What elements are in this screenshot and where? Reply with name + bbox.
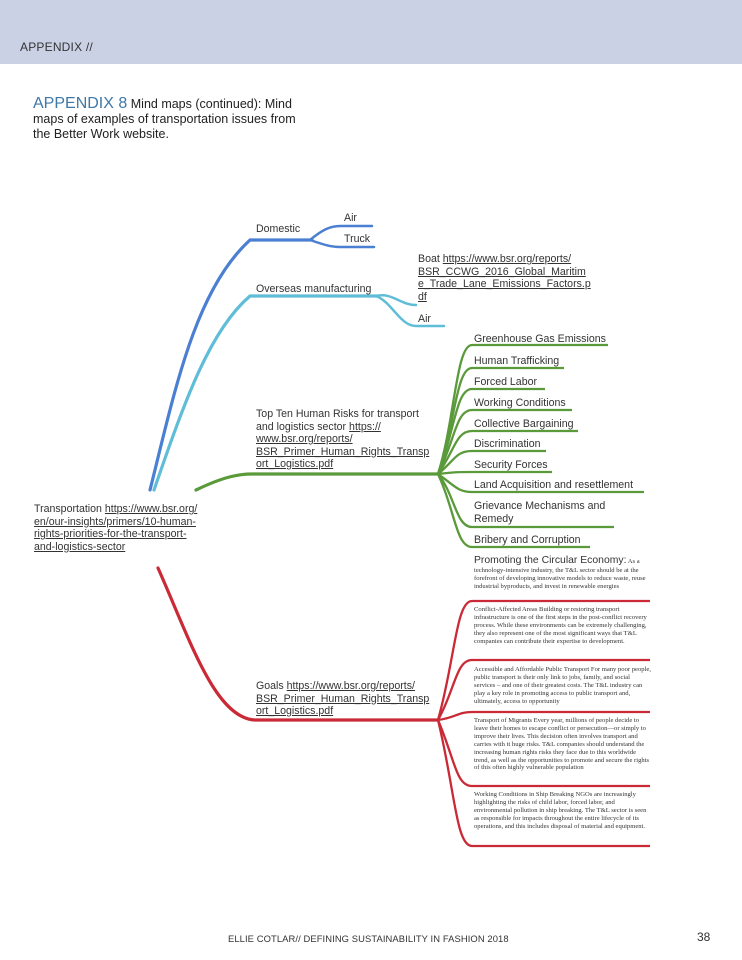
root-link-1[interactable]: https://www.bsr.org/ bbox=[104, 503, 198, 515]
boat-link-4[interactable]: df bbox=[418, 290, 427, 303]
overseas-air: Air bbox=[418, 313, 431, 325]
appendix-subject: Mind maps (continued): bbox=[130, 97, 262, 111]
risk-line-7 bbox=[438, 472, 552, 474]
risk-item: Working Conditions bbox=[474, 397, 566, 409]
boat-link-2[interactable]: BSR_CCWG_2016_Global_Maritim bbox=[418, 265, 586, 278]
root-label: Transportation bbox=[34, 503, 102, 515]
risks-label-line-1: Top Ten Human Risks for transport bbox=[256, 408, 419, 420]
goal-item bbox=[474, 555, 652, 591]
goal-item: Transport of Migrants Every year, millions of people decide to leave their homes to escape conflict or persecution—or simply to improve their lives. This decision often involves transport and carries with it huge risks. T&L companies should understand the increasing human rights risks they face due to this worldwide trend, as well as the opportunities to promote and secure the rights of this often highly vulnerable population bbox=[474, 717, 650, 772]
risks-link-3[interactable]: BSR_Primer_Human_Rights_Transp bbox=[256, 445, 430, 458]
branch-risks bbox=[196, 474, 438, 490]
appendix-description: Mind maps of examples of transportation issues from the Better Work website. bbox=[33, 97, 296, 141]
goals-link-3[interactable]: ort_Logistics.pdf bbox=[256, 705, 334, 717]
risks-node bbox=[256, 408, 429, 471]
domestic-air: Air bbox=[344, 212, 357, 224]
goal-text: As a technology-intensive industry, the T&L sector should be at the forefront of developing innovative models to reduce waste, reuse industrial byproducts, and invest in renewable energies bbox=[474, 558, 646, 590]
section-label: APPENDIX // bbox=[20, 40, 93, 54]
domestic-node: Domestic bbox=[256, 223, 301, 235]
risk-item: Bribery and Corruption bbox=[474, 534, 581, 546]
risks-link-1[interactable]: https:// bbox=[349, 420, 381, 433]
domestic-truck: Truck bbox=[344, 233, 371, 245]
risk-item: Forced Labor bbox=[474, 376, 538, 388]
risk-item: Greenhouse Gas Emissions bbox=[474, 333, 606, 345]
risk-item: Human Trafficking bbox=[474, 355, 560, 367]
boat-label: Boat bbox=[418, 253, 440, 265]
goals-link-2[interactable]: BSR_Primer_Human_Rights_Transp bbox=[256, 692, 430, 705]
root-link-4[interactable]: and-logistics-sector bbox=[34, 540, 126, 553]
risks-label-line-2: and logistics sector bbox=[256, 420, 347, 433]
root-node bbox=[34, 503, 197, 553]
overseas-boat bbox=[418, 253, 591, 303]
risk-item: Collective Bargaining bbox=[474, 418, 574, 430]
page-number: 38 bbox=[697, 930, 711, 944]
root-link-2[interactable]: en/our-insights/primers/10-human- bbox=[34, 515, 196, 528]
appendix-number: APPENDIX 8 bbox=[33, 95, 128, 112]
boat-link-1[interactable]: https://www.bsr.org/reports/ bbox=[442, 253, 572, 265]
risk-item: Land Acquisition and resettlement bbox=[474, 479, 634, 491]
risk-item: Discrimination bbox=[474, 438, 541, 450]
footer-text: ELLIE COTLAR// DEFINING SUSTAINABILITY IN FASHION 2018 bbox=[228, 933, 509, 944]
boat-link-3[interactable]: e_Trade_Lane_Emissions_Factors.p bbox=[418, 278, 591, 290]
goal-item: Conflict-Affected Areas Building or restoring transport infrastructure is one of the first steps in the post-conflict recovery process. While these environments can be extremely challenging, they also represent one of the most significant ways that T&L companies can contribute their expertise to development. bbox=[474, 606, 647, 645]
risks-link-2[interactable]: www.bsr.org/reports/ bbox=[256, 433, 353, 445]
goal-item: Working Conditions in Ship Breaking NGOs are increasingly highlighting the risks of child labor, forced labor, and environmental pollution in ship breaking. The T&L sector is seen as responsible for impacts throughout the entire lifecycle of its operations, and this includes disposal of material and equipment. bbox=[474, 791, 647, 830]
goals-label: Goals bbox=[256, 680, 284, 692]
root-link-3[interactable]: rights-priorities-for-the-transport- bbox=[34, 528, 187, 540]
overseas-node: Overseas manufacturing bbox=[256, 283, 372, 295]
goal-item: Accessible and Affordable Public Transport For many poor people, public transport is their only link to jobs, family, and social services – and one of their greatest costs. The T&L industry can play a key role in promoting access to public transport and, ultimately, access to opportunity bbox=[474, 666, 651, 705]
goals-link-1[interactable]: https://www.bsr.org/reports/ bbox=[286, 680, 415, 692]
risk-item: Security Forces bbox=[474, 459, 548, 471]
goal-heading: Promoting the Circular Economy: bbox=[474, 555, 627, 566]
goals-node bbox=[256, 680, 429, 718]
risks-link-4[interactable]: ort_Logistics.pdf bbox=[256, 458, 334, 470]
risk-item: Grievance Mechanisms and Remedy bbox=[474, 500, 606, 525]
